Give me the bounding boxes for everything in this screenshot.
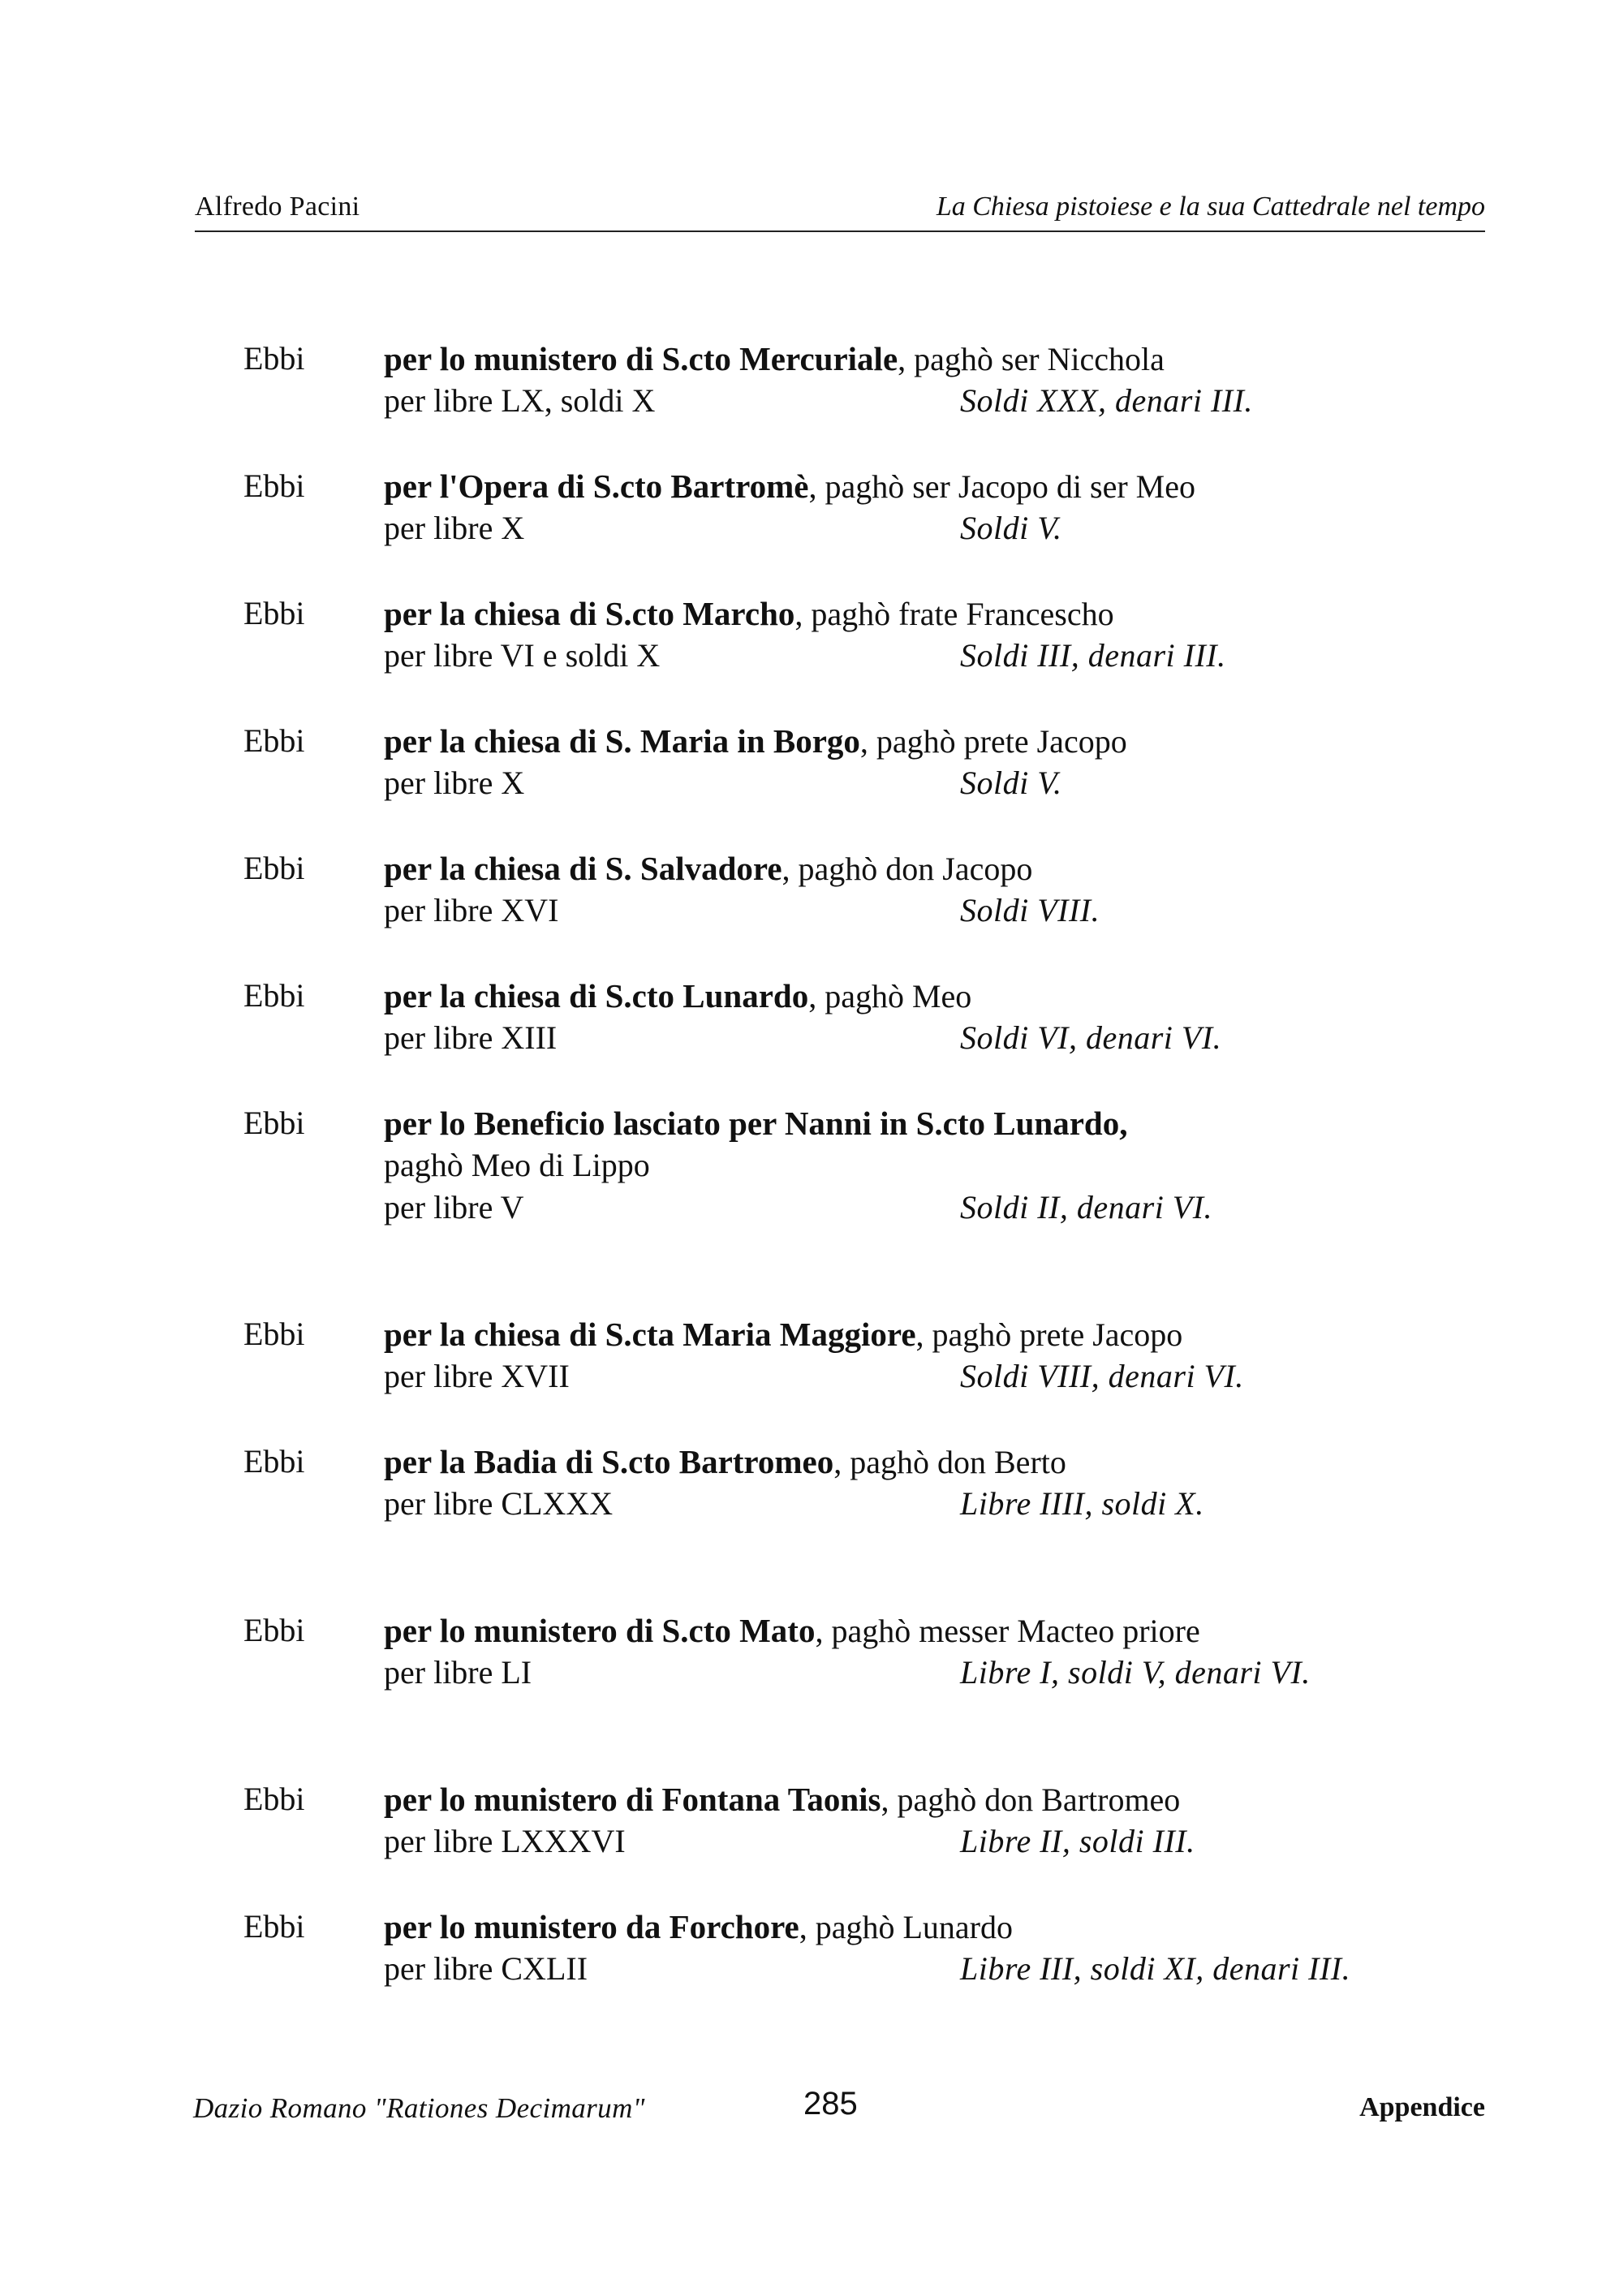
entry-description <box>384 339 1165 378</box>
entry-tax: Libre I, soldi V, denari VI. <box>960 1654 1311 1691</box>
entry-tax: Soldi III, denari III. <box>960 637 1226 674</box>
entry-description <box>384 594 1114 633</box>
entry-label: Ebbi <box>243 1316 305 1352</box>
entry-label: Ebbi <box>243 467 305 504</box>
entry-payer: , paghò ser Nicchola <box>898 341 1165 377</box>
running-header <box>195 192 1485 232</box>
entry-place: per la chiesa di S. Salvadore <box>384 850 782 887</box>
entry-base: per libre VI e soldi X <box>384 637 661 674</box>
entry-base: per libre X <box>384 765 525 801</box>
entry-label: Ebbi <box>243 595 305 631</box>
entry-tax: Soldi VI, denari VI. <box>960 1019 1222 1056</box>
entry-tax: Soldi VIII, denari VI. <box>960 1358 1244 1394</box>
footer-section: Appendice <box>1359 2092 1485 2122</box>
page-number: 285 <box>803 2086 858 2122</box>
entry-payer: , paghò prete Jacopo <box>915 1316 1183 1353</box>
entry-description <box>384 1907 1013 1946</box>
entry-place: per la chiesa di S.cto Lunardo <box>384 977 809 1014</box>
entry-base: per libre X <box>384 510 525 546</box>
entry-label: Ebbi <box>243 1781 305 1817</box>
entry-description <box>384 1315 1182 1354</box>
entry-place: per lo munistero di S.cto Mercuriale <box>384 340 898 377</box>
entry-base: per libre LI <box>384 1654 532 1691</box>
entry-description <box>384 722 1127 760</box>
entry-label: Ebbi <box>243 722 305 759</box>
entry-punctuation: , <box>1119 1105 1128 1142</box>
entry-tax: Libre II, soldi III. <box>960 1823 1195 1859</box>
entry-tax: Libre III, soldi XI, denari III. <box>960 1950 1351 1987</box>
entry-payer: paghò Meo di Lippo <box>384 1147 650 1183</box>
entry-place: per l'Opera di S.cto Bartromè <box>384 467 809 505</box>
author-name: Alfredo Pacini <box>195 192 360 222</box>
entry-description <box>384 1104 1127 1143</box>
entry-base: per libre V <box>384 1189 524 1226</box>
book-title: La Chiesa pistoiese e la sua Cattedrale nel tempo <box>936 192 1485 222</box>
entry-payer: , paghò Meo <box>808 978 972 1014</box>
entry-payer: , paghò ser Jacopo di ser Meo <box>808 468 1195 505</box>
entry-place: per lo munistero di S.cto Mato <box>384 1612 816 1649</box>
entry-label: Ebbi <box>243 1443 305 1480</box>
entry-base: per libre CXLII <box>384 1950 588 1987</box>
entry-base: per libre LX, soldi X <box>384 382 656 419</box>
entry-tax: Soldi XXX, denari III. <box>960 382 1253 419</box>
entry-description <box>384 1780 1180 1819</box>
entry-base: per libre XVI <box>384 892 559 928</box>
entry-payer: , paghò don Jacopo <box>782 851 1033 887</box>
entry-label: Ebbi <box>243 977 305 1014</box>
footer-source-title: Dazio Romano "Rationes Decimarum" <box>193 2092 645 2124</box>
entry-description <box>384 467 1195 506</box>
entry-tax: Soldi V. <box>960 510 1062 546</box>
entry-tax: Soldi V. <box>960 765 1062 801</box>
entry-tax: Soldi VIII. <box>960 892 1100 928</box>
entry-place: per lo munistero di Fontana Taonis <box>384 1781 881 1818</box>
entry-payer: , paghò frate Francescho <box>794 596 1114 632</box>
entry-base: per libre LXXXVI <box>384 1823 626 1859</box>
entry-tax: Libre IIII, soldi X. <box>960 1485 1204 1522</box>
entry-place: per la chiesa di S.cta Maria Maggiore <box>384 1316 916 1353</box>
entry-tax: Soldi II, denari VI. <box>960 1189 1213 1226</box>
entry-place: per lo munistero da Forchore <box>384 1908 799 1945</box>
entry-label: Ebbi <box>243 340 305 377</box>
entry-label: Ebbi <box>243 1105 305 1141</box>
entry-label: Ebbi <box>243 1908 305 1945</box>
entry-base: per libre XIII <box>384 1019 558 1056</box>
entry-description <box>384 849 1032 888</box>
entry-base: per libre XVII <box>384 1358 570 1394</box>
entry-label: Ebbi <box>243 850 305 886</box>
entry-payer: , paghò don Berto <box>833 1444 1066 1480</box>
entry-place: per lo Beneficio lasciato per Nanni in S.cto Lunardo <box>384 1105 1120 1142</box>
entry-place: per la chiesa di S. Maria in Borgo <box>384 722 860 760</box>
entry-payer: , paghò don Bartromeo <box>881 1781 1181 1818</box>
entry-description <box>384 1611 1200 1650</box>
entry-description <box>384 976 971 1015</box>
entry-base: per libre CLXXX <box>384 1485 614 1522</box>
entry-payer: , paghò messer Macteo priore <box>815 1613 1200 1649</box>
entry-payer: , paghò prete Jacopo <box>859 723 1127 760</box>
entry-label: Ebbi <box>243 1612 305 1648</box>
entry-payer: , paghò Lunardo <box>799 1909 1013 1945</box>
entry-place: per la Badia di S.cto Bartromeo <box>384 1443 834 1480</box>
entry-place: per la chiesa di S.cto Marcho <box>384 595 795 632</box>
entry-description <box>384 1442 1066 1481</box>
